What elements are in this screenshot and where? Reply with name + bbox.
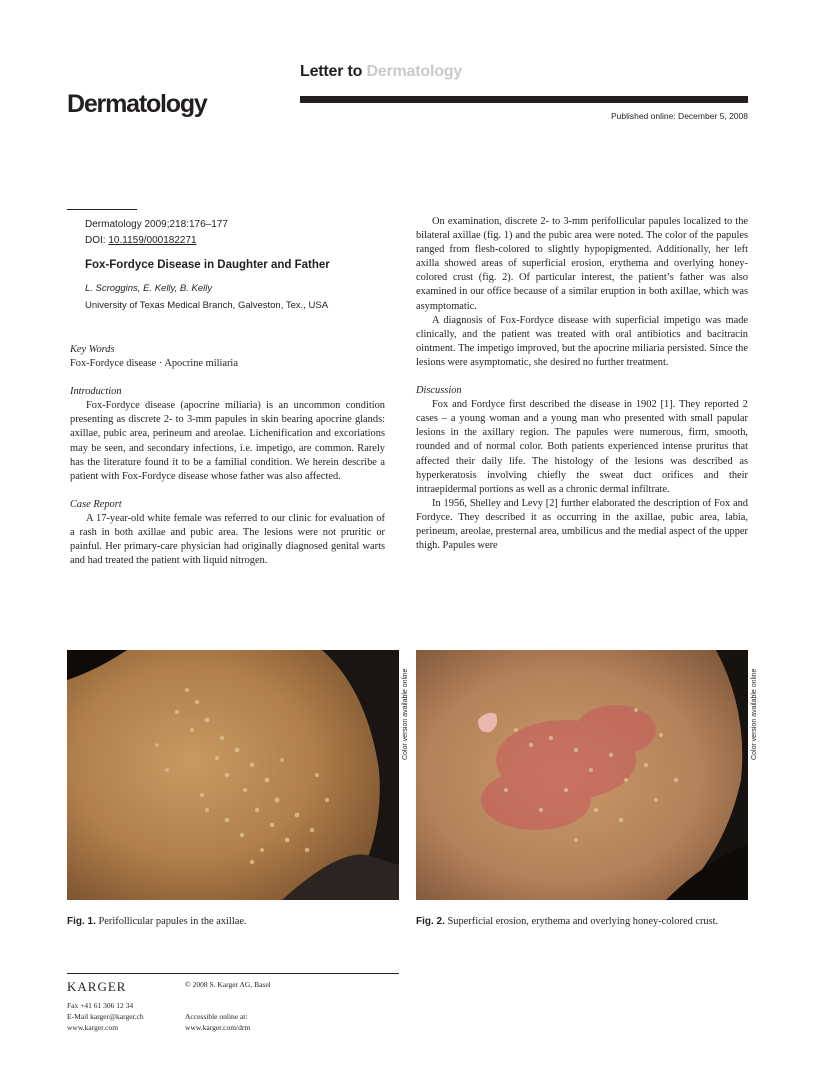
discussion-paragraph-2: In 1956, Shelley and Levy [2] further elaborated the description of Fox and Fordyce. They described it as occurring in the axillae, pubic area, labia, perineum, areolae, presternal area, umbilicus and the medial aspect of the upper thigh. Papules were: [416, 497, 748, 552]
figure-1-label: Fig. 1.: [67, 916, 96, 927]
published-date: Published online: December 5, 2008: [610, 111, 748, 121]
keywords: Fox-Fordyce disease · Apocrine miliaria: [70, 358, 238, 370]
keywords-heading: Key Words: [70, 344, 115, 355]
header-rule: [300, 96, 748, 103]
authors: L. Scroggins, E. Kelly, B. Kelly: [85, 283, 213, 294]
journal-logo: Dermatology: [67, 90, 207, 118]
exam-paragraph: On examination, discrete 2- to 3-mm perifollicular papules localized to the bilateral axillae (fig. 1) and the pubic area were noted. The color of the papules ranged from flesh-colored to slightly hypopigmented. Additionally, her left axilla showed areas of superficial erosion, erythema and overlying honey-colored crust (fig. 2). Of particular interest, the patient’s father was also examined in our office because of a similar eruption in both axillae, which was asymptomatic.: [416, 216, 748, 312]
contact-block: [67, 1000, 144, 1033]
footer-rule: [67, 973, 399, 974]
right-column: [416, 215, 748, 553]
online-access: [185, 1011, 250, 1033]
diagnosis-paragraph: A diagnosis of Fox-Fordyce disease with superficial impetigo was made clinically, and the patient was treated with oral antibiotics and bacitracin ointment. The impetigo improved, but the apocrine miliaria persisted. Since the lesions were asymptomatic, she desired no further treatment.: [416, 314, 748, 368]
left-column: [70, 343, 385, 568]
online-label: Accessible online at:: [185, 1012, 248, 1021]
figure-2-caption-text: Superficial erosion, erythema and overlying honey-colored crust.: [447, 916, 719, 927]
section-prefix: Letter to: [300, 63, 363, 80]
affiliation: University of Texas Medical Branch, Galveston, Tex., USA: [85, 300, 329, 311]
doi-link[interactable]: 10.1159/000182271: [108, 235, 197, 246]
doi-line: [85, 233, 228, 249]
figure-2-photo: [416, 650, 748, 900]
figure-1-caption-text: Perifollicular papules in the axillae.: [98, 916, 247, 927]
section-heading: [300, 63, 462, 81]
doi-label: DOI:: [85, 235, 109, 246]
case-paragraph: A 17-year-old white female was referred to our clinic for evaluation of a rash in both axillae and pubic area. The lesions were not pruritic or painful. Her primary-care physician had originally diagnosed genital warts and had treated the patient with liquid nitrogen.: [70, 512, 385, 567]
intro-heading: Introduction: [70, 386, 122, 398]
figure-1-color-note: Color version available online: [402, 668, 409, 760]
fax: Fax +41 61 306 12 34: [67, 1001, 134, 1010]
intro-paragraph: Fox-Fordyce disease (apocrine miliaria) is an uncommon condition presenting as discrete 2- to 3-mm papules in skin bearing apocrine glands: axillae, pubic area, perineum and areolae. Lichenification and excoriations may be seen, and secondary infections, i.e. impetigo, are common. Rarely has the literature found it to be a familial condition. We herein describe a patient with Fox-Fordyce disease whose father was also affected.: [70, 400, 385, 482]
meta-rule: [67, 209, 137, 210]
case-heading: Case Report: [70, 498, 122, 510]
article-title: Fox-Fordyce Disease in Daughter and Father: [85, 259, 330, 271]
citation-block: [85, 217, 228, 249]
figure-1-caption: [67, 915, 399, 929]
figure-2-color-note: Color version available online: [751, 668, 758, 760]
section-journal: Dermatology: [366, 63, 463, 80]
figure-2-caption: [416, 915, 748, 929]
citation: Dermatology 2009;218:176–177: [85, 219, 228, 230]
copyright: © 2008 S. Karger AG, Basel: [185, 980, 271, 989]
figure-1-photo: [67, 650, 399, 900]
email: E-Mail karger@karger.ch: [67, 1012, 144, 1021]
website: www.karger.com: [67, 1023, 119, 1032]
discussion-heading: Discussion: [416, 385, 462, 397]
figure-2-label: Fig. 2.: [416, 916, 445, 927]
online-url: www.karger.com/drm: [185, 1023, 251, 1032]
discussion-paragraph-1: Fox and Fordyce first described the disease in 1902 [1]. They reported 2 cases – a young woman and a young man who presented with small papular lesions in the axillary region. The papules were numerous, firm, smooth, rounded and of normal color. Both patients experienced intense pruritus that affected their daily life. The histology of the lesions was described as hyperkeratosis involving chiefly the sweat duct orifices and their intraepidermal portions as well as a chronic dermal infiltrate.: [416, 399, 748, 495]
publisher-logo: KARGER: [67, 979, 127, 994]
